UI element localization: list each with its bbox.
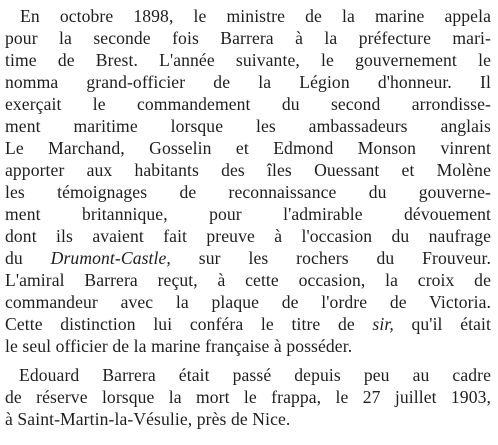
- text-line-9: les témoignages de reconnaissance du gouverne-: [5, 182, 491, 202]
- text-line-15: [5, 313, 491, 335]
- text-line-18: de réserve lorsque la mort le frappa, le 27 juillet 1903,: [5, 387, 491, 407]
- text-line-2: pour la seconde fois Barrera à la préfecture mari-: [5, 28, 491, 48]
- text-line-16: le seul officier de la marine française à posséder.: [5, 336, 353, 356]
- title-sir-italic: sir,: [372, 314, 394, 334]
- text-line-17: Edouard Barrera était passé depuis peu au cadre: [19, 365, 491, 385]
- text-line-12-before: du: [5, 248, 51, 268]
- text-line-13: L'amiral Barrera reçut, à cette occasion, la croix de: [5, 270, 491, 290]
- text-line-14: commandeur avec la plaque de l'ordre de Victoria.: [5, 292, 491, 312]
- text-line-15-before: Cette distinction lui conféra le titre de: [5, 314, 373, 334]
- text-line-5: exerçait le commandement du second arrondisse-: [5, 94, 491, 114]
- text-line-10: ment britannique, pour l'admirable dévouement: [5, 204, 491, 224]
- text-line-12: [5, 247, 491, 269]
- text-line-8: apporter aux habitants des îles Ouessant et Molène: [5, 160, 491, 180]
- text-line-1: En octobre 1898, le ministre de la marine appela: [20, 6, 491, 26]
- text-line-11: dont ils avaient fait preuve à l'occasion du naufrage: [5, 226, 491, 246]
- text-line-12-after: sur les rochers du Frouveur.: [170, 248, 491, 268]
- text-line-3: time de Brest. L'année suivante, le gouvernement le: [5, 50, 491, 70]
- text-line-7: Le Marchand, Gosselin et Edmond Monson vinrent: [5, 138, 491, 158]
- text-line-6: ment maritime lorsque les ambassadeurs anglais: [5, 116, 491, 136]
- text-line-4: nomma grand-officier de la Légion d'honneur. Il: [5, 72, 491, 92]
- text-line-19: à Saint-Martin-la-Vésulie, près de Nice.: [5, 409, 291, 429]
- text-line-15-after: qu'il était: [393, 314, 491, 334]
- ship-name-italic: Drumont-Castle,: [50, 248, 171, 268]
